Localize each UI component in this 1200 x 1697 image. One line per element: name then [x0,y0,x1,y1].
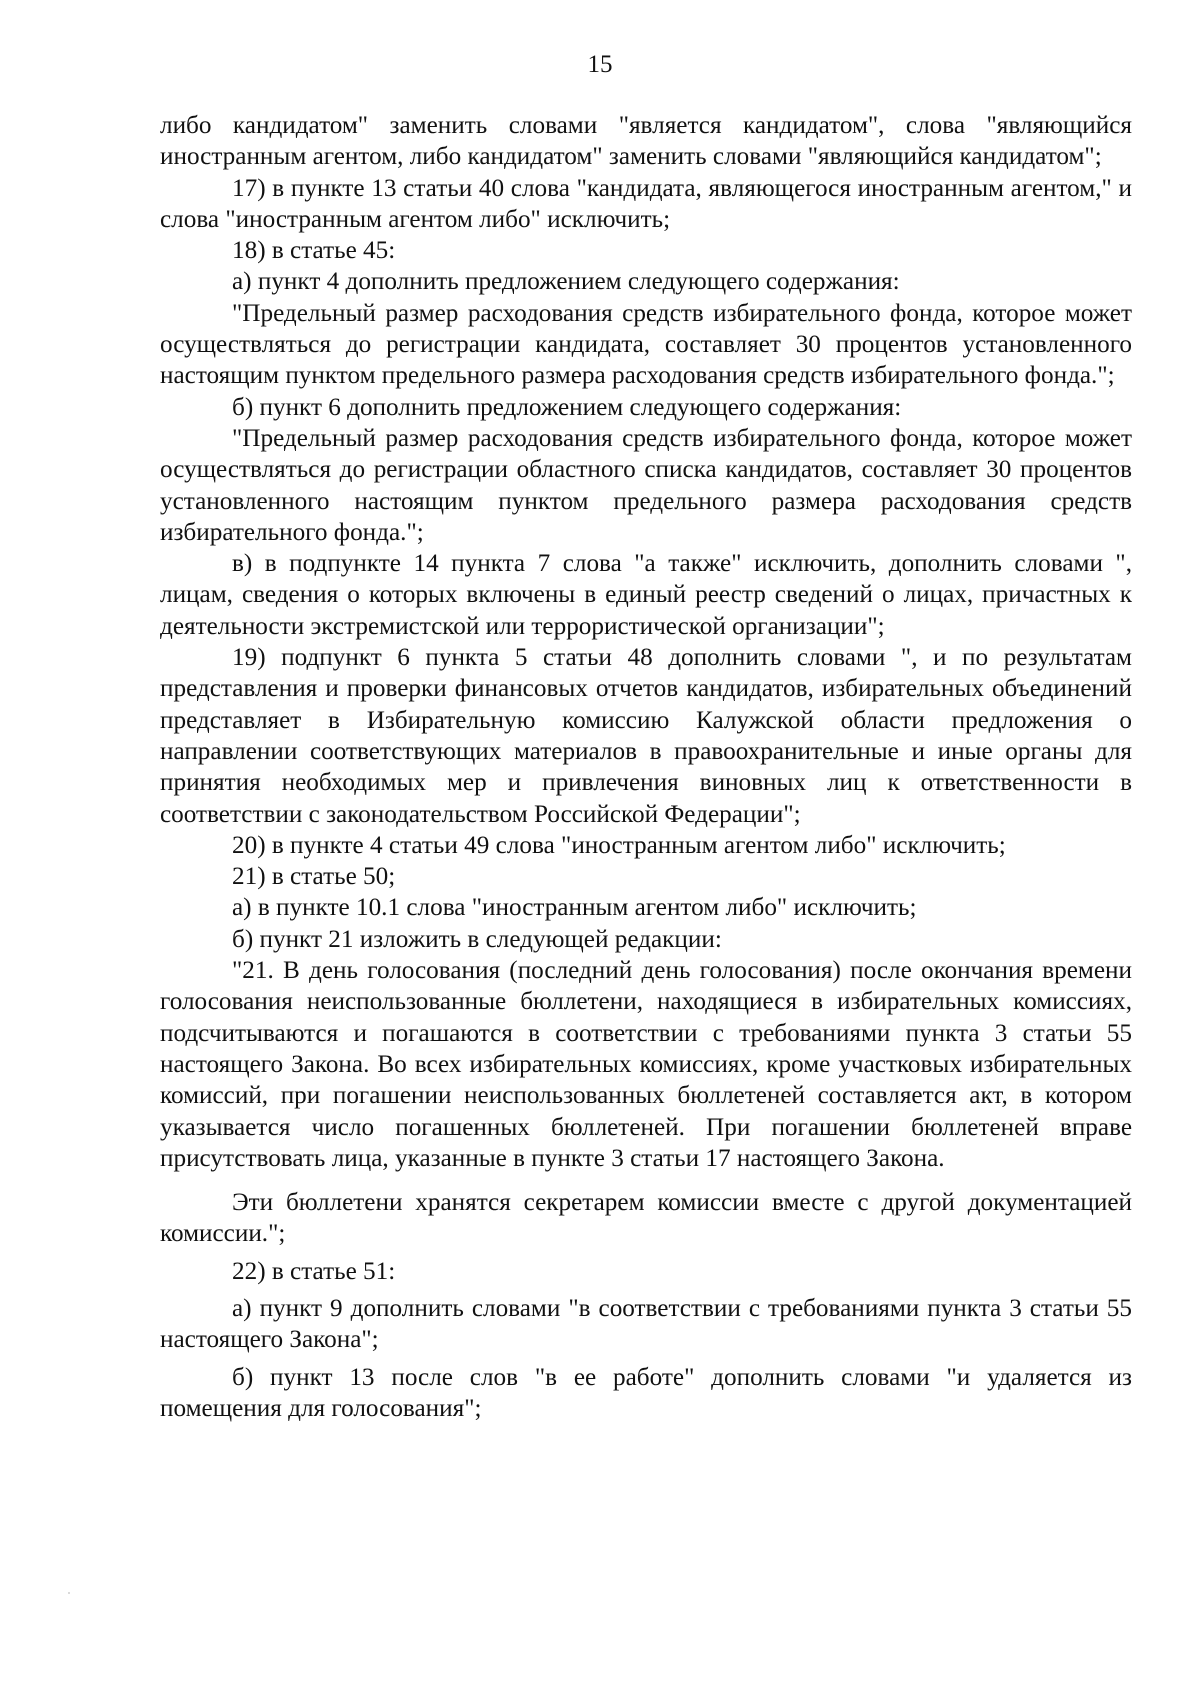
paragraph-continuation: либо кандидатом" заменить словами "является кандидатом", слова "являющийся иностранным агентом, либо кандидатом" заменить словами "являющийся кандидатом"; [160,112,1132,171]
document-body [160,110,1132,1424]
paragraph-18-v: в) в подпункте 14 пункта 7 слова "а также" исключить, дополнить словами ", лицам, сведения о которых включены в единый реестр сведений о лицах, причастных к деятельности экстремистской или террористической организации"; [160,550,1132,640]
paragraph-item-18: 18) в статье 45: [232,237,396,265]
paragraph-21-b: б) пункт 21 изложить в следующей редакции: [232,925,722,953]
paragraph-item-19: 19) подпункт 6 пункта 5 статьи 48 дополнить словами ", и по результатам представления и проверки финансовых отчетов кандидатов, избирательных объединений представляет в Избирательную комиссию Калужской области предложения о направлении соответствующих материалов в правоохранительные и иные органы для принятия необходимых мер и привлечения виновных лиц к ответственности в соответствии с законодательством Российской Федерации"; [160,644,1132,828]
paragraph-item-17: 17) в пункте 13 статьи 40 слова "кандидата, являющегося иностранным агентом," и слова "иностранным агентом либо" исключить; [160,174,1132,233]
scan-speck [68,1592,70,1594]
paragraph-22-a: а) пункт 9 дополнить словами "в соответствии с требованиями пункта 3 статьи 55 настоящего Закона"; [160,1294,1132,1354]
page-number: 15 [587,51,613,78]
paragraph-item-22: 22) в статье 51: [232,1257,396,1285]
paragraph-21-b-quote-end: Эти бюллетени хранятся секретарем комиссии вместе с другой документацией комиссии."; [160,1189,1132,1248]
paragraph-item-20: 20) в пункте 4 статьи 49 слова "иностранным агентом либо" исключить; [232,831,1006,859]
paragraph-18-a: а) пункт 4 дополнить предложением следующего содержания: [232,268,900,296]
paragraph-18-b: б) пункт 6 дополнить предложением следующего содержания: [232,393,902,421]
paragraph-22-b: б) пункт 13 после слов "в ее работе" дополнить словами "и удаляется из помещения для голосования"; [160,1363,1132,1422]
paragraph-21-b-quote: "21. В день голосования (последний день голосования) после окончания времени голосования неиспользованные бюллетени, находящиеся в избирательных комиссиях, подсчитываются и погашаются в соответствии с требованиями пункта 3 статьи 55 настоящего Закона. Во всех избирательных комиссиях, кроме участковых избирательных комиссий, при погашении неиспользованных бюллетеней составляется акт, в котором указывается число погашенных бюллетеней. При погашении бюллетеней вправе присутствовать лица, указанные в пункте 3 статьи 17 настоящего Закона. [160,957,1132,1172]
paragraph-18-a-quote: "Предельный размер расходования средств избирательного фонда, которое может осуществляться до регистрации кандидата, составляет 30 процентов установленного настоящим пунктом предельного размера расходования средств избирательного фонда."; [160,299,1132,390]
paragraph-item-21: 21) в статье 50; [232,863,396,891]
paragraph-21-a: а) в пункте 10.1 слова "иностранным агентом либо" исключить; [232,894,917,922]
paragraph-18-b-quote: "Предельный размер расходования средств избирательного фонда, которое может осуществляться до регистрации областного списка кандидатов, составляет 30 процентов установленного настоящим пунктом предельного размера расходования средств избирательного фонда."; [160,424,1132,546]
